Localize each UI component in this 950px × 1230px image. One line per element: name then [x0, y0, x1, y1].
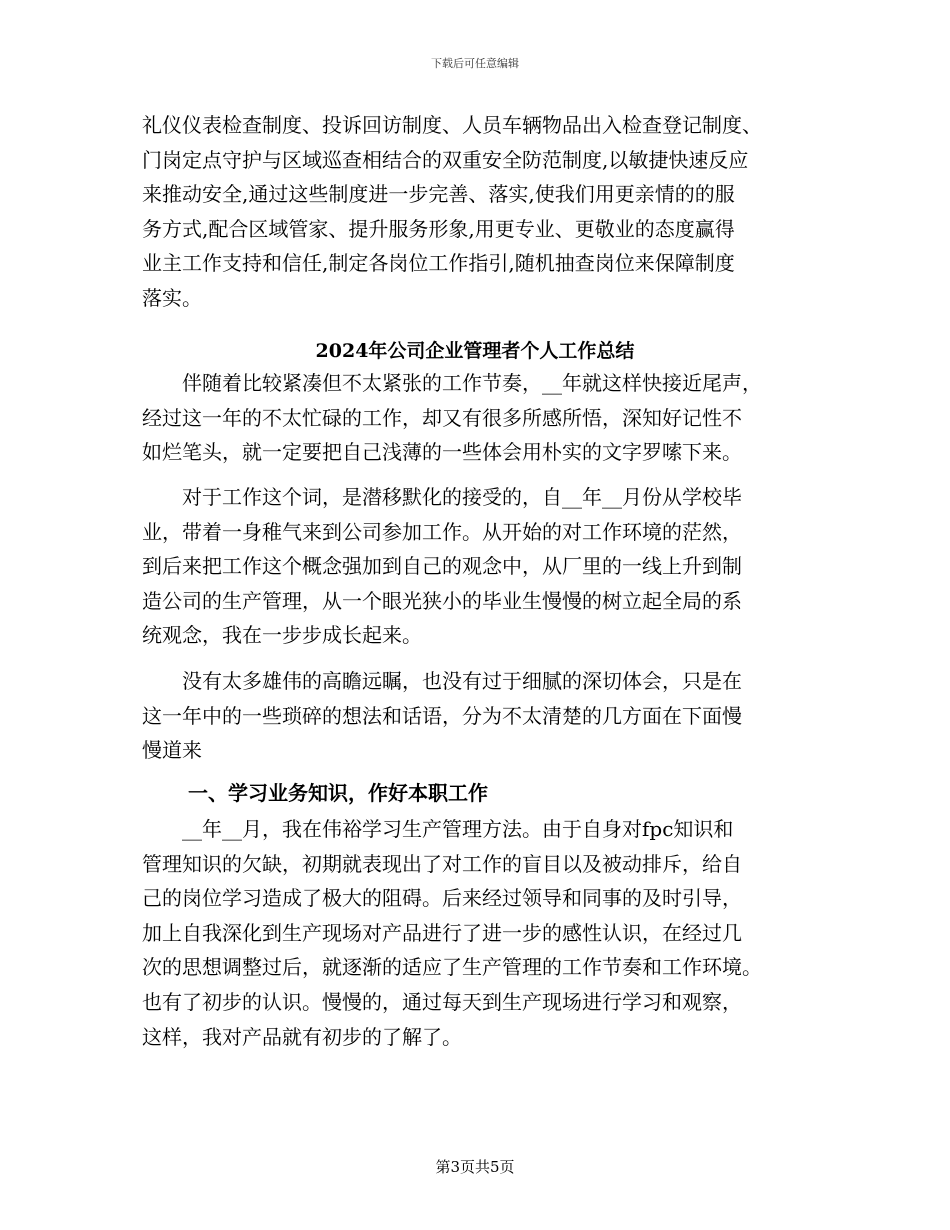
- paragraph-line: 统观念，我在一步步成长起来。: [142, 623, 422, 648]
- paragraph-line: 对于工作这个词，是潜移默化的接受的，自__年__月份从学校毕: [142, 485, 742, 509]
- paragraph-line: 到后来把工作这个概念强加到自己的观念中，从厂里的一线上升到制: [142, 554, 742, 579]
- paragraph-line: 如烂笔头，就一定要把自己浅薄的一些体会用朴实的文字罗嗦下来。: [142, 440, 742, 465]
- document-title: 2024年公司企业管理者个人工作总结: [315, 340, 635, 362]
- paragraph-line: __年__月，我在伟裕学习生产管理方法。由于自身对fpc知识和: [142, 817, 734, 841]
- section-heading: 一、学习业务知识，作好本职工作: [188, 781, 488, 805]
- paragraph-line: 这一年中的一些琐碎的想法和话语，分为不太清楚的几方面在下面慢: [142, 703, 742, 728]
- paragraph-4: [142, 664, 814, 768]
- paragraph-line: 没有太多雄伟的高瞻远瞩，也没有过于细腻的深切体会，只是在: [142, 669, 742, 693]
- paragraph-line: 管理知识的欠缺，初期就表现出了对工作的盲目以及被动排斥，给自: [142, 851, 742, 876]
- paragraph-line: 造公司的生产管理，从一个眼光狭小的毕业生慢慢的树立起全局的系: [142, 588, 742, 613]
- paragraph-3: [142, 480, 814, 653]
- paragraph-line: 门岗定点守护与区域巡查相结合的双重安全防范制度,以敏捷快速反应: [142, 147, 749, 172]
- paragraph-line: 加上自我深化到生产现场对产品进行了进一步的感性认识，在经过几: [142, 920, 742, 945]
- paragraph-1: [142, 108, 814, 316]
- paragraph-2: [142, 366, 814, 470]
- paragraph-5: [142, 812, 814, 1054]
- page-header: 下载后可任意编辑: [431, 57, 519, 70]
- paragraph-line: 务方式,配合区域管家、提升服务形象,用更专业、更敬业的态度赢得: [142, 216, 735, 241]
- paragraph-line: 次的思想调整过后，就逐渐的适应了生产管理的工作节奏和工作环境。: [142, 955, 762, 980]
- paragraph-line: 这样，我对产品就有初步的了解了。: [142, 1024, 462, 1049]
- paragraph-line: 落实。: [142, 285, 202, 310]
- paragraph-line: 业主工作支持和信任,制定各岗位工作指引,随机抽查岗位来保障制度: [142, 251, 735, 276]
- paragraph-line: 也有了初步的认识。慢慢的，通过每天到生产现场进行学习和观察，: [142, 989, 742, 1014]
- paragraph-line: 己的岗位学习造成了极大的阻碍。后来经过领导和同事的及时引导，: [142, 886, 742, 911]
- paragraph-line: 业，带着一身稚气来到公司参加工作。从开始的对工作环境的茫然，: [142, 519, 742, 544]
- paragraph-line: 经过这一年的不太忙碌的工作，却又有很多所感所悟，深知好记性不: [142, 405, 742, 430]
- paragraph-line: 礼仪仪表检查制度、投诉回访制度、人员车辆物品出入检查登记制度、: [142, 113, 762, 137]
- paragraph-line: 来推动安全,通过这些制度进一步完善、落实,使我们用更亲情的的服: [142, 182, 735, 207]
- paragraph-line: 伴随着比较紧凑但不太紧张的工作节奏，__年就这样快接近尾声，: [142, 371, 762, 395]
- page-footer: 第3页共5页: [435, 1158, 515, 1176]
- paragraph-line: 慢道来: [142, 738, 202, 763]
